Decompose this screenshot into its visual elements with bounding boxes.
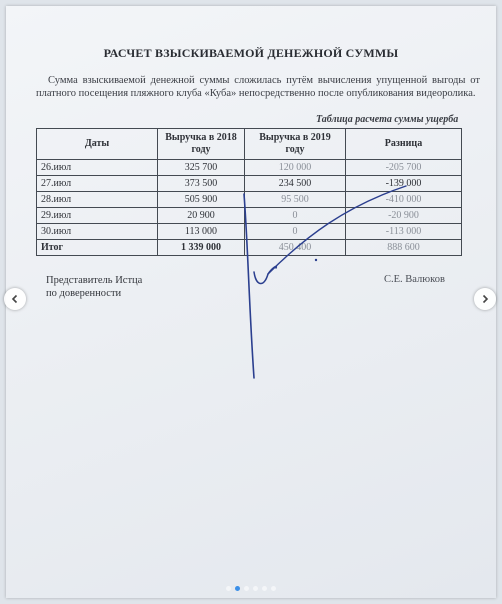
signer-name: С.Е. Валюков [384, 274, 445, 285]
header-revenue-2018: Выручка в 2018 году [158, 129, 245, 160]
carousel-dot[interactable] [253, 586, 258, 591]
cell-revenue-2019: 95 500 [245, 192, 346, 208]
cell-revenue-2018: 20 900 [158, 208, 245, 224]
cell-revenue-2018: 325 700 [158, 160, 245, 176]
cell-revenue-2019: 234 500 [245, 176, 346, 192]
handwritten-signature [6, 6, 496, 598]
header-revenue-2019: Выручка в 2019 году [245, 129, 346, 160]
cell-date: 26.июл [37, 160, 158, 176]
header-difference: Разница [346, 129, 462, 160]
cell-difference: -113 000 [346, 224, 462, 240]
carousel-dot[interactable] [244, 586, 249, 591]
cell-date: 30.июл [37, 224, 158, 240]
carousel-dot[interactable] [226, 586, 231, 591]
carousel-prev-button[interactable] [4, 288, 26, 310]
cell-revenue-2019: 0 [245, 224, 346, 240]
document-paragraph: Сумма взыскиваемой денежной суммы сложилась путём вычисления упущенной выгоды от платного посещения пляжного клуба «Куба» непосредственно после опубликования видеоролика. [36, 75, 480, 99]
total-revenue-2018: 1 339 000 [158, 240, 245, 256]
chevron-right-icon [480, 294, 490, 304]
cell-difference: -410 000 [346, 192, 462, 208]
representative-line-1: Представитель Истца [46, 275, 143, 286]
cell-revenue-2019: 0 [245, 208, 346, 224]
cell-date: 29.июл [37, 208, 158, 224]
total-difference: 888 600 [346, 240, 462, 256]
total-revenue-2019: 450 400 [245, 240, 346, 256]
carousel-dot-active[interactable] [235, 586, 240, 591]
cell-difference: -139 000 [346, 176, 462, 192]
cell-revenue-2018: 373 500 [158, 176, 245, 192]
document-page [6, 6, 496, 598]
cell-revenue-2018: 113 000 [158, 224, 245, 240]
cell-revenue-2019: 120 000 [245, 160, 346, 176]
carousel-pagination [0, 586, 502, 591]
header-dates: Даты [37, 129, 158, 160]
table-caption: Таблица расчета суммы ущерба [316, 114, 459, 125]
cell-date: 27.июл [37, 176, 158, 192]
cell-date: 28.июл [37, 192, 158, 208]
carousel-dot[interactable] [262, 586, 267, 591]
carousel-dot[interactable] [271, 586, 276, 591]
representative-line-2: по доверенности [46, 288, 122, 299]
carousel-next-button[interactable] [474, 288, 496, 310]
cell-difference: -20 900 [346, 208, 462, 224]
cell-revenue-2018: 505 900 [158, 192, 245, 208]
chevron-left-icon [10, 294, 20, 304]
document-title: РАСЧЕТ ВЗЫСКИВАЕМОЙ ДЕНЕЖНОЙ СУММЫ [103, 46, 399, 60]
cell-difference: -205 700 [346, 160, 462, 176]
total-label: Итог [37, 240, 158, 256]
